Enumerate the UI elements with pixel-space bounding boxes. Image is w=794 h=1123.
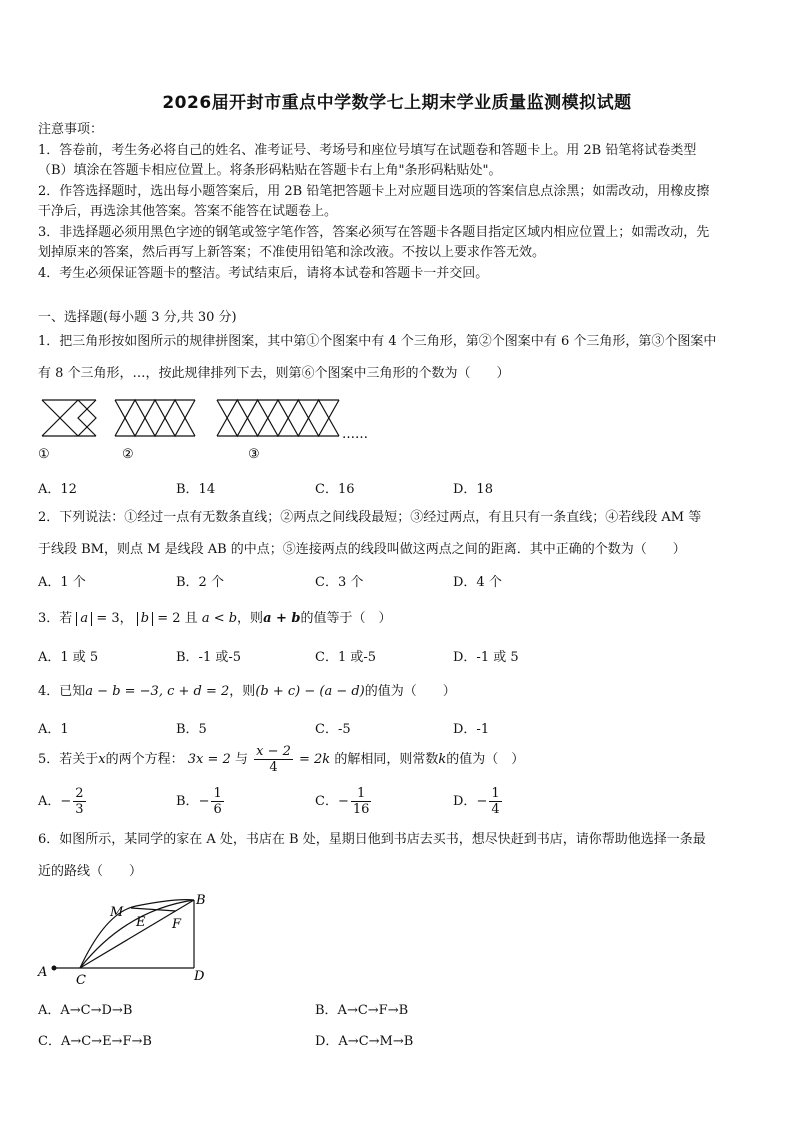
q5-mid2: 与 — [234, 752, 248, 767]
q5-k: k — [438, 752, 447, 767]
point-a — [52, 966, 57, 971]
option-b[interactable]: B．-1 或-5 — [176, 650, 242, 665]
fraction-num: 2 — [75, 786, 84, 801]
page-title: 2026届开封市重点中学数学七上期末学业质量监测模拟试题 — [162, 93, 632, 113]
q3-condition: a < b — [201, 611, 238, 626]
option-sign: − — [60, 794, 72, 809]
q3-abs-b: b — [137, 612, 153, 626]
option-label: D． — [453, 794, 477, 809]
option-b[interactable]: B．5 — [176, 722, 207, 737]
question-2-text: 2．下列说法：①经过一点有无数条直线；②两点之间线段最短；③经过两点，有且只有一条直线；④若线段 AM 等 — [38, 510, 702, 525]
option-a[interactable]: A．1 — [38, 722, 69, 737]
section-heading: 一、选择题(每小题 3 分,共 30 分) — [38, 310, 237, 325]
option-a[interactable]: A．12 — [38, 482, 77, 497]
option-b[interactable] — [176, 786, 226, 817]
option-d[interactable]: D．-1 或 5 — [453, 650, 519, 665]
label-a: A — [38, 965, 48, 980]
fraction-num: 1 — [213, 786, 222, 801]
notice-block — [38, 120, 760, 284]
question-1-options — [38, 478, 760, 500]
option-fraction — [211, 786, 223, 817]
line-c-b — [80, 900, 194, 968]
option-a[interactable]: A．A→C→D→B — [38, 1003, 133, 1018]
option-c[interactable]: C．16 — [315, 482, 355, 497]
q3-eq1: = 3， — [96, 611, 133, 626]
fraction-den: 16 — [352, 802, 370, 817]
question-4-options — [38, 718, 760, 740]
option-label: C． — [315, 794, 338, 809]
option-b[interactable]: B．A→C→F→B — [315, 1003, 409, 1018]
q3-suffix: 的值等于（ ） — [300, 611, 392, 626]
option-b[interactable]: B．14 — [176, 482, 216, 497]
option-fraction — [489, 786, 501, 817]
q4-expression: (b + c) − (a − d) — [255, 684, 365, 699]
option-fraction — [73, 786, 85, 817]
q5-equation-b: = 2k — [299, 752, 331, 767]
pattern-label-2: ② — [122, 447, 134, 462]
label-e: E — [136, 915, 146, 930]
option-fraction — [351, 786, 372, 817]
q5-suffix: 的值为（ ） — [446, 752, 525, 767]
question-5-text — [38, 744, 760, 775]
pattern-label-3: ③ — [248, 447, 260, 462]
q5-equation-a: 3x = 2 — [187, 752, 231, 767]
option-sign: − — [476, 794, 488, 809]
q4-suffix: 的值为（ ） — [364, 684, 456, 699]
notice-line: 划掉原来的答案，然后再写上新答案；不准使用铅笔和涂改液。不按以上要求作答无效。 — [38, 245, 546, 260]
option-d[interactable]: D．18 — [453, 482, 493, 497]
option-d[interactable]: D．-1 — [453, 722, 490, 737]
question-2 — [38, 502, 760, 566]
q3-expression: a + b — [263, 611, 301, 626]
question-2-options — [38, 571, 760, 593]
label-c: C — [76, 973, 86, 988]
option-c[interactable] — [315, 786, 373, 817]
question-2-text: 于线段 BM，则点 M 是线段 AB 的中点；⑤连接两点的线段叫做这两点之间的距离．其中正确的个数为（ ） — [38, 542, 686, 557]
route-figure — [36, 890, 226, 990]
option-a[interactable]: A．1 或 5 — [38, 650, 99, 665]
q5-fraction — [254, 744, 293, 775]
option-b[interactable]: B．2 个 — [176, 575, 224, 590]
question-6-options-row1 — [38, 999, 760, 1021]
notice-line: 2．作答选择题时，选出每小题答案后，用 2B 铅笔把答题卡上对应题目选项的答案信息点涂黑；如需改动，用橡皮擦 — [38, 183, 710, 199]
option-a[interactable]: A．1 个 — [38, 575, 86, 590]
fraction-den: 4 — [491, 802, 500, 817]
question-5-options — [38, 786, 760, 822]
q4-mid: ，则 — [229, 684, 256, 699]
q5-fraction-den: 4 — [269, 760, 278, 775]
question-3-text — [38, 607, 760, 626]
notice-line: 干净后，再选涂其他答案。答案不能答在试题卷上。 — [38, 204, 338, 219]
question-1-text: 1．把三角形按如图所示的规律拼图案，其中第①个图案中有 4 个三角形，第②个图案中有 6 个三角形，第③个图案中 — [38, 334, 717, 349]
q5-fraction-num: x − 2 — [256, 744, 291, 759]
option-c[interactable]: C．A→C→E→F→B — [38, 1034, 152, 1049]
q5-mid3: 的解相同，则常数 — [334, 752, 439, 767]
q5-mid1: 的两个方程： — [105, 752, 184, 767]
notice-line: 3．非选择题必须用黑色字迹的钢笔或签字笔作答，答案必须写在答题卡各题目指定区域内相应位置上；如需改动，先 — [38, 224, 710, 240]
label-d: D — [194, 969, 205, 984]
option-d[interactable]: D．A→C→M→B — [315, 1034, 414, 1049]
q3-abs-a: a — [76, 612, 92, 626]
pattern-2 — [115, 400, 195, 436]
fraction-num: 1 — [491, 786, 500, 801]
option-d[interactable] — [453, 786, 504, 817]
label-f: F — [172, 917, 182, 932]
label-m: M — [110, 905, 124, 920]
q3-prefix: 3．若 — [38, 611, 73, 626]
fraction-den: 3 — [75, 802, 84, 817]
option-sign: − — [337, 794, 349, 809]
option-a[interactable] — [38, 786, 88, 817]
question-6-options-row2 — [38, 1030, 760, 1052]
fraction-num: 1 — [351, 786, 372, 802]
notice-line: 4．考生必须保证答题卡的整洁。考试结束后，请将本试卷和答题卡一并交回。 — [38, 265, 489, 281]
q3-eq2: = 2 且 — [157, 611, 198, 626]
option-d[interactable]: D．4 个 — [453, 575, 502, 590]
question-1-text: 有 8 个三角形，…，按此规律排列下去，则第⑥个图案中三角形的个数为（ ） — [38, 366, 510, 381]
option-c[interactable]: C．1 或-5 — [315, 650, 377, 665]
q5-prefix: 5．若关于 — [38, 752, 99, 767]
question-6-text: 6．如图所示，某同学的家在 A 处，书店在 B 处，星期日他到书店去买书，想尽快赶到书店，请你帮助他选择一条最 — [38, 832, 706, 847]
pattern-ellipsis: …… — [342, 427, 368, 442]
q5-var: x — [98, 752, 106, 767]
label-b: B — [196, 893, 206, 908]
question-4-text — [38, 680, 760, 699]
option-sign: − — [198, 794, 210, 809]
option-c[interactable]: C．-5 — [315, 722, 351, 737]
pattern-label-1: ① — [38, 447, 50, 462]
q4-given: a − b = −3, c + d = 2 — [85, 684, 230, 699]
q4-prefix: 4．已知 — [38, 684, 86, 699]
question-3-options — [38, 646, 760, 668]
question-1 — [38, 326, 760, 390]
q3-mid: ，则 — [237, 611, 264, 626]
option-label: A． — [38, 794, 61, 809]
option-label: B． — [176, 794, 199, 809]
question-6 — [38, 824, 760, 888]
pattern-3 — [217, 400, 339, 436]
notice-line: 1．答卷前，考生务必将自己的姓名、准考证号、考场号和座位号填写在试题卷和答题卡上。用 2B 铅笔将试卷类型 — [38, 142, 697, 158]
notice-line: （B）填涂在答题卡相应位置上。将条形码粘贴在答题卡右上角"条形码粘贴处"。 — [38, 163, 502, 178]
notice-heading: 注意事项： — [38, 122, 104, 137]
question-6-text: 近的路线（ ） — [38, 864, 143, 879]
pattern-1 — [42, 400, 96, 436]
fraction-den: 6 — [213, 802, 222, 817]
option-c[interactable]: C．3 个 — [315, 575, 364, 590]
triangle-pattern-figure — [38, 396, 378, 466]
